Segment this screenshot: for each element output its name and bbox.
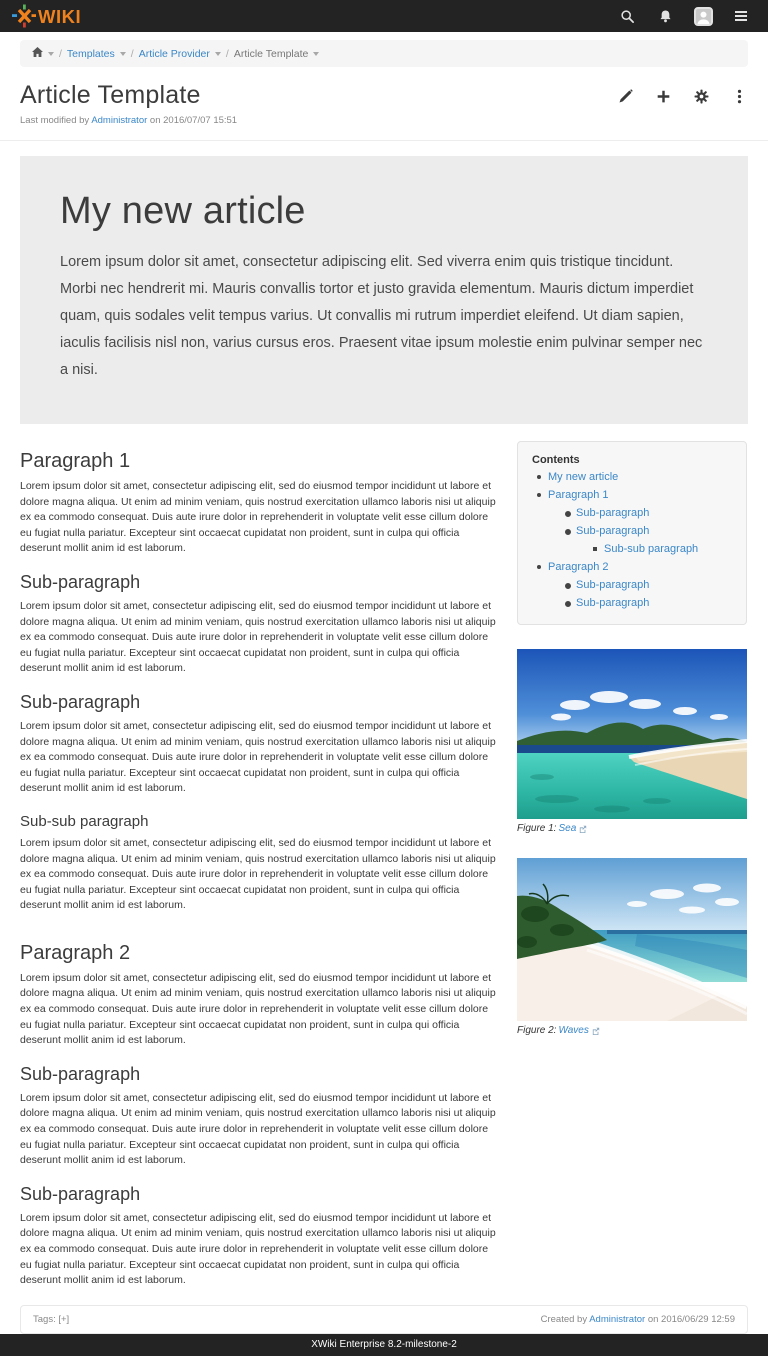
notifications-button[interactable] [650, 4, 680, 28]
article-body [20, 436, 500, 1289]
sea-photo [517, 649, 747, 819]
article-title: My new article [60, 190, 306, 232]
section-heading: Paragraph 1 [20, 450, 131, 472]
sidebar [517, 436, 747, 1036]
created-suffix: on 2016/06/29 12:59 [647, 1313, 735, 1325]
xwiki-logo[interactable] [12, 4, 104, 28]
created-author-link[interactable]: Administrator [589, 1313, 646, 1325]
section-paragraph: Lorem ipsum dolor sit amet, consectetur adipiscing elit, sed do eiusmod tempor incididunt ut labore et dolore magna aliqua. Ut enim ad minim veniam, quis nostrud exercitation ullamco laboris nisi ut aliquip ex ea commodo consequat. Duis aute irure dolor in reprehenderit in voluptate velit esse cillum dolore eu fugiat nulla pariatur. Excepteur sint occaecat cupidatat non proident, sunt in culpa qui officia deserunt mollit anim id est laborum. [20, 1091, 496, 1167]
figure-1-image[interactable] [517, 649, 747, 819]
toc-link[interactable]: Sub-paragraph [576, 525, 650, 537]
external-link-icon [592, 1027, 600, 1035]
article-jumbotron [20, 156, 748, 424]
section-paragraph: Lorem ipsum dolor sit amet, consectetur adipiscing elit, sed do eiusmod tempor incididunt ut labore et dolore magna aliqua. Ut enim ad minim veniam, quis nostrud exercitation ullamco laboris nisi ut aliquip ex ea commodo consequat. Duis aute irure dolor in reprehenderit in voluptate velit esse cillum dolore eu fugiat nulla pariatur. Excepteur sint occaecat cupidatat non proident, sunt in culpa qui officia deserunt mollit anim id est laborum. [20, 719, 496, 795]
waves-photo [517, 858, 747, 1021]
toc-link[interactable]: Sub-paragraph [576, 597, 650, 609]
section-paragraph: Lorem ipsum dolor sit amet, consectetur adipiscing elit, sed do eiusmod tempor incididunt ut labore et dolore magna aliqua. Ut enim ad minim veniam, quis nostrud exercitation ullamco laboris nisi ut aliquip ex ea commodo consequat. Duis aute irure dolor in reprehenderit in voluptate velit esse cillum dolore eu fugiat nulla pariatur. Excepteur sint occaecat cupidatat non proident, sunt in culpa qui officia deserunt mollit anim id est laborum. [20, 480, 496, 555]
breadcrumb-home-link[interactable] [32, 47, 43, 60]
caret-down-icon[interactable] [313, 52, 319, 56]
toc-link[interactable]: Paragraph 1 [548, 489, 609, 501]
settings-button[interactable] [692, 87, 710, 105]
toc-item [532, 470, 732, 484]
toc-link[interactable]: My new article [548, 471, 619, 483]
last-modified-line [0, 110, 768, 126]
section-heading: Sub-paragraph [20, 1183, 141, 1204]
section-heading: Sub-paragraph [20, 691, 141, 712]
figure-2 [517, 858, 747, 1036]
hamburger-menu-icon [734, 10, 748, 22]
section-heading: Sub-sub paragraph [20, 812, 149, 830]
section-paragraph: Lorem ipsum dolor sit amet, consectetur adipiscing elit, sed do eiusmod tempor incididunt ut labore et dolore magna aliqua. Ut enim ad minim veniam, quis nostrud exercitation ullamco laboris nisi ut aliquip ex ea commodo consequat. Duis aute irure dolor in reprehenderit in voluptate velit esse cillum dolore eu fugiat nulla pariatur. Excepteur sint occaecat cupidatat non proident, sunt in culpa qui officia deserunt mollit anim id est laborum. [20, 1211, 496, 1287]
toc-item [532, 506, 732, 520]
caret-down-icon[interactable] [48, 52, 54, 56]
section-paragraph: Lorem ipsum dolor sit amet, consectetur adipiscing elit, sed do eiusmod tempor incididunt ut labore et dolore magna aliqua. Ut enim ad minim veniam, quis nostrud exercitation ullamco laboris nisi ut aliquip ex ea commodo consequat. Duis aute irure dolor in reprehenderit in voluptate velit esse cillum dolore eu fugiat nulla pariatur. Excepteur sint occaecat cupidatat non proident, sunt in culpa qui officia deserunt mollit anim id est laborum. [20, 836, 496, 912]
toc-item [532, 596, 732, 610]
modified-prefix: Last modified by [20, 115, 90, 126]
page-title: Article Template [20, 81, 201, 109]
user-icon [696, 10, 711, 24]
figure-2-link[interactable]: Waves [558, 1025, 589, 1036]
article-lead: Lorem ipsum dolor sit amet, consectetur adipiscing elit. Sed viverra enim quis tristique tincidunt. Morbi nec hendrerit mi. Mauris convallis tortor et justo gravida elementum. Mauris dictum imperdiet quam, quis sodales velit tempus varius. Ut convallis mi rutrum imperdiet eleifend. Ut diam sapien, iaculis facilisis nisl non, varius cursus eros. Praesent vitae ipsum molestie enim pulvinar semper nec a nisi. [60, 254, 703, 378]
toc-item [532, 488, 732, 502]
breadcrumb [20, 40, 748, 67]
figure-1-label: Figure 1: [517, 823, 557, 834]
toc-item [532, 560, 732, 574]
figure-2-label: Figure 2: [517, 1025, 557, 1036]
figure-1-caption [517, 823, 747, 834]
pencil-icon [618, 89, 633, 104]
contents-panel [517, 441, 747, 625]
section-paragraph: Lorem ipsum dolor sit amet, consectetur adipiscing elit, sed do eiusmod tempor incididunt ut labore et dolore magna aliqua. Ut enim ad minim veniam, quis nostrud exercitation ullamco laboris nisi ut aliquip ex ea commodo consequat. Duis aute irure dolor in reprehenderit in voluptate velit esse cillum dolore eu fugiat nulla pariatur. Excepteur sint occaecat cupidatat non proident, sunt in culpa qui officia deserunt mollit anim id est laborum. [20, 971, 496, 1047]
breadcrumb-link-templates[interactable]: Templates [66, 47, 115, 60]
add-tag-button[interactable]: [+] [58, 1313, 70, 1325]
main-content [0, 436, 768, 1289]
section-heading: Sub-paragraph [20, 1063, 141, 1084]
figure-2-caption [517, 1025, 747, 1036]
plus-icon [656, 89, 671, 104]
breadcrumb-current-page: Article Template [233, 47, 309, 60]
modified-suffix: on 2016/07/07 15:51 [149, 115, 238, 126]
figure-1 [517, 649, 747, 834]
xwiki-logo-icon [12, 4, 104, 28]
create-button[interactable] [654, 87, 672, 105]
caret-down-icon[interactable] [215, 52, 221, 56]
figure-1-link[interactable]: Sea [558, 823, 577, 834]
toc-link[interactable]: Paragraph 2 [548, 561, 609, 573]
breadcrumb-separator: / [225, 47, 229, 60]
toc-item [532, 578, 732, 592]
kebab-menu-icon [737, 89, 742, 104]
toc-link[interactable]: Sub-paragraph [576, 507, 650, 519]
page-header [0, 67, 768, 110]
contents-list [532, 470, 732, 610]
top-navbar [0, 0, 768, 32]
breadcrumb-separator: / [130, 47, 134, 60]
user-avatar-button[interactable] [688, 4, 718, 28]
header-divider [0, 140, 768, 141]
version-footer [0, 1334, 768, 1356]
external-link-icon [579, 825, 587, 833]
page-actions [616, 81, 748, 105]
section-heading: Paragraph 2 [20, 941, 131, 964]
created-line [541, 1314, 735, 1325]
section-paragraph: Lorem ipsum dolor sit amet, consectetur adipiscing elit, sed do eiusmod tempor incididunt ut labore et dolore magna aliqua. Ut enim ad minim veniam, quis nostrud exercitation ullamco laboris nisi ut aliquip ex ea commodo consequat. Duis aute irure dolor in reprehenderit in voluptate velit esse cillum dolore eu fugiat nulla pariatur. Excepteur sint occaecat cupidatat non proident, sunt in culpa qui officia deserunt mollit anim id est laborum. [20, 599, 496, 675]
section-heading: Sub-paragraph [20, 571, 141, 592]
bell-icon [658, 9, 673, 24]
version-text: XWiki Enterprise 8.2-milestone-2 [311, 1338, 457, 1350]
home-icon [32, 47, 43, 57]
created-prefix: Created by [540, 1313, 588, 1325]
search-button[interactable] [612, 4, 642, 28]
toc-item [532, 524, 732, 538]
toc-link[interactable]: Sub-paragraph [576, 579, 650, 591]
figure-2-image[interactable] [517, 858, 747, 1021]
avatar [694, 7, 713, 26]
gear-icon [694, 89, 709, 104]
more-actions-button[interactable] [730, 87, 748, 105]
modified-author-link[interactable]: Administrator [91, 115, 148, 126]
toc-item [532, 542, 732, 556]
edit-button[interactable] [616, 87, 634, 105]
contents-title: Contents [532, 454, 580, 466]
xwiki-logo-text: WIKI [38, 6, 82, 27]
document-info-bar [20, 1305, 748, 1334]
breadcrumb-link-article-provider[interactable]: Article Provider [138, 47, 210, 60]
search-icon [620, 9, 635, 24]
caret-down-icon[interactable] [120, 52, 126, 56]
drawer-menu-button[interactable] [726, 4, 756, 28]
tags-label: Tags: [33, 1313, 56, 1325]
breadcrumb-separator: / [59, 47, 62, 60]
toc-link[interactable]: Sub-sub paragraph [604, 543, 699, 555]
